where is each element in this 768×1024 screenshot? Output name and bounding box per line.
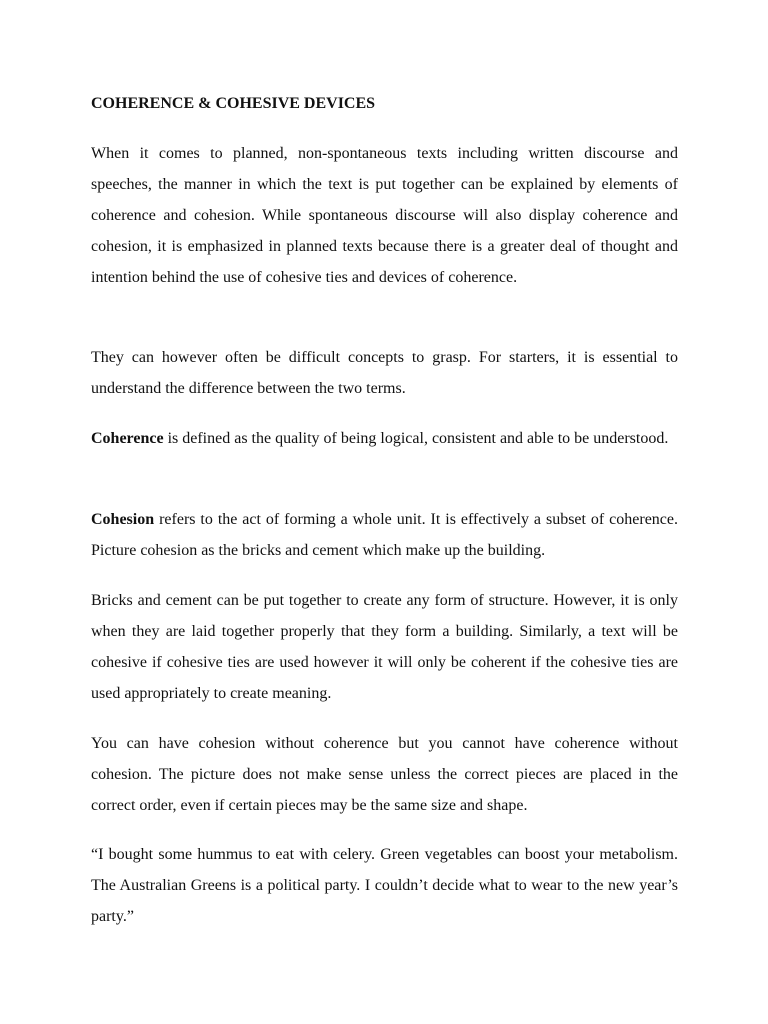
paragraph-coherence-definition <box>91 423 678 454</box>
paragraph-cohesion-without-coherence <box>91 728 678 821</box>
term-coherence: Coherence <box>91 430 164 447</box>
paragraph-cohesion-without-coherence-text: You can have cohesion without coherence but you cannot have coherence without cohesion. The picture does not make sense unless the correct pieces are placed in the correct order, even if certain pieces may be the same size and shape. <box>91 735 678 814</box>
cohesion-definition-text: refers to the act of forming a whole unit. It is effectively a subset of coherence. Picture cohesion as the bricks and cement which make up the building. <box>91 511 679 559</box>
paragraph-concepts-text: They can however often be difficult concepts to grasp. For starters, it is essential to understand the difference between the two terms. <box>91 349 678 397</box>
paragraph-concepts <box>91 342 678 404</box>
paragraph-example-quote <box>91 839 678 932</box>
document-title: COHERENCE & COHESIVE DEVICES <box>91 95 376 112</box>
paragraph-bricks-and-cement-text: Bricks and cement can be put together to create any form of structure. However, it is only when they are laid together properly that they form a building. Similarly, a text will be cohesive if cohesive ties are used however it will only be coherent if the cohesive ties are used appropriately to create meaning. <box>91 592 678 702</box>
paragraph-intro-text: When it comes to planned, non-spontaneous texts including written discourse and speeches, the manner in which the text is put together can be explained by elements of coherence and cohesion. While spontaneous discourse will also display coherence and cohesion, it is emphasized in planned texts because there is a greater deal of thought and intention behind the use of cohesive ties and devices of coherence. <box>91 145 678 286</box>
paragraph-bricks-and-cement <box>91 585 678 709</box>
paragraph-intro <box>91 138 678 293</box>
paragraph-example-quote-text: “I bought some hummus to eat with celery. Green vegetables can boost your metabolism. The Australian Greens is a political party. I couldn’t decide what to wear to the new year’s party.” <box>91 846 678 925</box>
coherence-definition-text: is defined as the quality of being logical, consistent and able to be understood. <box>167 430 669 447</box>
term-cohesion: Cohesion <box>91 511 155 528</box>
paragraph-cohesion-definition <box>91 504 678 566</box>
